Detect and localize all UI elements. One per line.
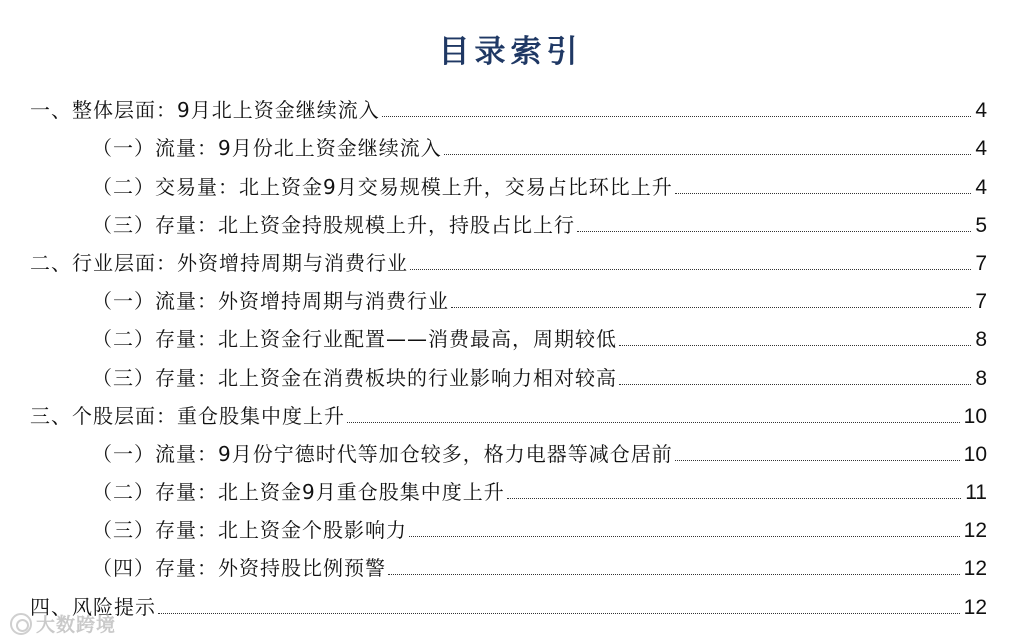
- toc-entry-page: 4: [975, 175, 987, 199]
- toc-entry[interactable]: [0, 205, 1021, 243]
- toc-entry-page: 10: [963, 442, 987, 466]
- toc-entry[interactable]: [0, 319, 1021, 357]
- toc-entry-label: （三）存量：北上资金在消费板块的行业影响力相对较高: [92, 365, 617, 390]
- toc-entry-page: 11: [965, 481, 987, 505]
- watermark-logo-icon: [10, 613, 32, 635]
- toc-entry[interactable]: [0, 243, 1021, 281]
- dot-leader: [158, 613, 960, 614]
- dot-leader: [675, 460, 960, 461]
- watermark-text: 大数跨境: [36, 614, 117, 636]
- toc-entry-label: （二）交易量：北上资金9月交易规模上升，交易占比环比上升: [92, 174, 673, 199]
- dot-leader: [382, 116, 972, 117]
- toc-entry-label: 一、整体层面：9月北上资金继续流入: [30, 98, 380, 123]
- toc-entry[interactable]: [0, 357, 1021, 395]
- dot-leader: [410, 269, 971, 270]
- toc-entry-label: （一）流量：9月份宁德时代等加仓较多，格力电器等减仓居前: [92, 441, 673, 466]
- toc-entry-label: 三、个股层面：重仓股集中度上升: [30, 403, 345, 428]
- toc-entry-label: （二）存量：北上资金行业配置——消费最高，周期较低: [92, 327, 617, 352]
- toc-entry-label: （三）存量：北上资金个股影响力: [92, 518, 407, 543]
- toc-entry-page: 4: [975, 137, 987, 161]
- dot-leader: [619, 345, 971, 346]
- page-title: 目录索引: [438, 34, 583, 70]
- dot-leader: [451, 307, 971, 308]
- toc-entry-page: 12: [963, 557, 987, 581]
- toc-entry[interactable]: [0, 548, 1021, 586]
- toc-entry[interactable]: [0, 396, 1021, 434]
- toc-entry-label: 二、行业层面：外资增持周期与消费行业: [30, 250, 408, 275]
- dot-leader: [507, 498, 961, 499]
- table-of-contents: [0, 90, 1021, 625]
- toc-entry-label: （三）存量：北上资金持股规模上升，持股占比上行: [92, 212, 575, 237]
- dot-leader: [347, 422, 960, 423]
- toc-entry[interactable]: [0, 281, 1021, 319]
- toc-entry-page: 10: [963, 404, 987, 428]
- toc-entry[interactable]: [0, 472, 1021, 510]
- toc-entry[interactable]: [0, 90, 1021, 128]
- toc-entry-page: 7: [975, 251, 987, 275]
- dot-leader: [388, 574, 960, 575]
- toc-entry[interactable]: [0, 166, 1021, 204]
- toc-entry[interactable]: [0, 586, 1021, 624]
- toc-entry-page: 5: [975, 213, 987, 237]
- toc-entry-page: 12: [963, 595, 987, 619]
- dot-leader: [619, 384, 971, 385]
- toc-entry[interactable]: [0, 128, 1021, 166]
- dot-leader: [675, 193, 972, 194]
- toc-entry[interactable]: [0, 434, 1021, 472]
- toc-entry-page: 8: [975, 366, 987, 390]
- dot-leader: [444, 154, 972, 155]
- toc-entry[interactable]: [0, 510, 1021, 548]
- toc-entry-label: （一）流量：9月份北上资金继续流入: [92, 136, 442, 161]
- toc-entry-page: 7: [975, 290, 987, 314]
- toc-entry-label: （四）存量：外资持股比例预警: [92, 556, 386, 581]
- dot-leader: [577, 231, 971, 232]
- toc-entry-page: 4: [975, 99, 987, 123]
- toc-entry-page: 12: [963, 519, 987, 543]
- toc-entry-label: （一）流量：外资增持周期与消费行业: [92, 289, 449, 314]
- dot-leader: [409, 536, 960, 537]
- toc-entry-page: 8: [975, 328, 987, 352]
- toc-entry-label: （二）存量：北上资金9月重仓股集中度上升: [92, 480, 505, 505]
- toc-entry-label: 四、风险提示: [30, 594, 156, 619]
- watermark: [10, 610, 116, 637]
